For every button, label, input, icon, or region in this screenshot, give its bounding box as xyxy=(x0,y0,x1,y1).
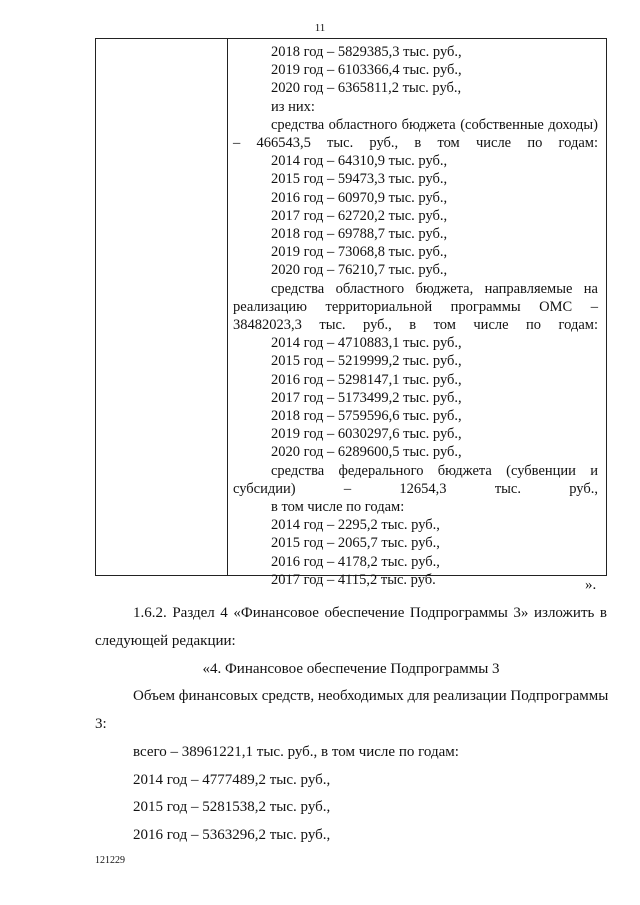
year-line: 2017 год – 5173499,2 тыс. руб., xyxy=(271,389,462,406)
amendment-line: 1.6.2. Раздел 4 «Финансовое обеспечение Подпрограммы 3» изложить в xyxy=(133,605,607,621)
year-line: 2018 год – 5759596,6 тыс. руб., xyxy=(271,408,462,425)
by-years-label: в том числе по годам: xyxy=(271,499,405,516)
year-line: 2020 год – 6365811,2 тыс. руб., xyxy=(271,80,462,97)
year-line: 2014 год – 4710883,1 тыс. руб., xyxy=(271,335,462,352)
year-line: 2020 год – 76210,7 тыс. руб., xyxy=(271,262,448,279)
document-code: 121229 xyxy=(95,855,125,866)
year-line: 2015 год – 5219999,2 тыс. руб., xyxy=(271,353,462,370)
table-column-divider xyxy=(227,39,228,575)
year-line: 2018 год – 5829385,3 тыс. руб., xyxy=(271,44,462,60)
year-line: 2019 год – 73068,8 тыс. руб., xyxy=(271,244,448,261)
year-line: 2018 год – 69788,7 тыс. руб., xyxy=(271,226,448,243)
federal-paragraph: средства федерального бюджета (субвенции и субсидии) – 12654,3 тыс. руб., xyxy=(233,462,598,497)
volume-line: 3: xyxy=(95,716,107,732)
year-line: 2017 год – 62720,2 тыс. руб., xyxy=(271,207,448,224)
table-right-cell xyxy=(233,43,598,589)
year-line: 2016 год – 4178,2 тыс. руб., xyxy=(271,553,440,570)
year-line: 2015 год – 59473,3 тыс. руб., xyxy=(271,171,448,188)
year-line: 2015 год – 5281538,2 тыс. руб., xyxy=(133,799,331,815)
year-line: 2019 год – 6030297,6 тыс. руб., xyxy=(271,426,462,443)
year-line: 2016 год – 5298147,1 тыс. руб., xyxy=(271,371,462,388)
year-line: 2015 год – 2065,7 тыс. руб., xyxy=(271,535,440,552)
total-line: всего – 38961221,1 тыс. руб., в том числе по годам: xyxy=(133,744,459,760)
year-line: 2020 год – 6289600,5 тыс. руб., xyxy=(271,444,462,461)
regional-own-paragraph: средства областного бюджета (собственные доходы) – 466543,5 тыс. руб., в том числе по годам: xyxy=(233,116,598,152)
financing-table xyxy=(95,38,607,588)
year-line: 2016 год – 60970,9 тыс. руб., xyxy=(271,189,448,206)
year-line: 2014 год – 2295,2 тыс. руб., xyxy=(271,517,440,534)
volume-line: Объем финансовых средств, необходимых для реализации Подпрограммы xyxy=(133,688,609,704)
year-line: 2014 год – 4777489,2 тыс. руб., xyxy=(133,772,331,788)
section-title: «4. Финансовое обеспечение Подпрограммы 3 xyxy=(202,661,500,677)
year-line: 2017 год – 4115,2 тыс. руб. xyxy=(271,571,436,588)
page-number: 11 xyxy=(314,22,326,34)
year-line: 2014 год – 64310,9 тыс. руб., xyxy=(271,153,448,170)
year-line: 2016 год – 5363296,2 тыс. руб., xyxy=(133,827,331,843)
oms-paragraph: средства областного бюджета, направляемые на реализацию территориальной программы ОМС – 38482023,3 тыс. руб., в том числе по годам: xyxy=(233,280,598,334)
year-line: 2019 год – 6103366,4 тыс. руб., xyxy=(271,62,462,79)
of-them-label: из них: xyxy=(271,98,315,115)
amendment-line: следующей редакции: xyxy=(95,633,236,649)
closing-quote: ». xyxy=(585,577,597,593)
